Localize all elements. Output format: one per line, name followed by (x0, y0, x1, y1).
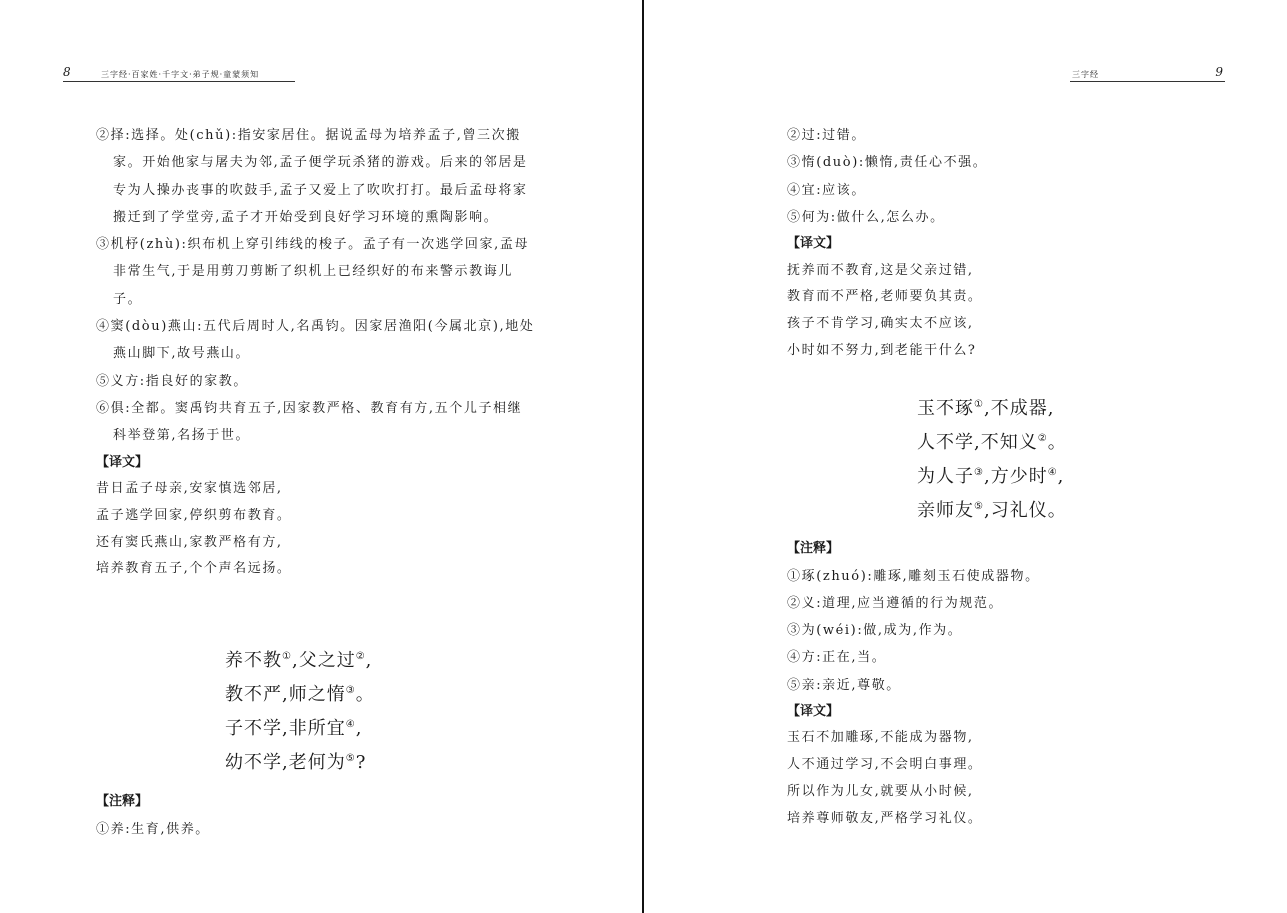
notes-continued (787, 122, 1227, 365)
note-item: ③为(wéi):做,成为,作为。 (787, 623, 963, 639)
page-header (63, 64, 295, 82)
translation-line: 昔日孟子母亲,安家慎选邻居, (96, 481, 283, 497)
translation-heading: 【译文】 (787, 703, 840, 719)
running-title: 三字经 (1072, 70, 1099, 79)
note-item: ①养:生育,供养。 (96, 821, 210, 837)
translation-line: 培养教育五子,个个声名远扬。 (96, 561, 292, 577)
note-item: ④宜:应该。 (787, 182, 866, 198)
note-item: ⑤义方:指良好的家教。 (96, 373, 248, 389)
translation-line: 小时如不努力,到老能干什么? (787, 343, 977, 359)
note-item: ④窦(dòu)燕山:五代后周时人,名禹钧。因家居渔阳(今属北京),地处燕山脚下,故号燕山。 (96, 319, 535, 362)
verse-line: 为人子③,方少时④, (917, 466, 1065, 487)
translation-line: 所以作为儿女,就要从小时候, (787, 784, 974, 800)
translation-line: 教育而不严格,老师要负其责。 (787, 289, 983, 305)
note-item: ③机杼(zhù):织布机上穿引纬线的梭子。孟子有一次逃学回家,孟母非常生气,于是用剪刀剪断了织机上已经织好的布来警示教诲儿子。 (96, 237, 530, 307)
notes-heading: 【注释】 (96, 794, 149, 809)
translation-line: 抚养而不教育,这是父亲过错, (787, 262, 974, 278)
translation-heading: 【译文】 (787, 236, 840, 252)
page-number: 9 (1215, 65, 1223, 79)
notes-continued (96, 122, 536, 583)
running-title: 三字经·百家姓·千字文·弟子规·童蒙须知 (101, 70, 260, 79)
translation-line: 孩子不肯学习,确实太不应该, (787, 316, 974, 332)
translation-line: 人不通过学习,不会明白事理。 (787, 757, 983, 773)
translation-line: 玉石不加雕琢,不能成为器物, (787, 730, 974, 746)
left-page (0, 0, 642, 913)
page-header (1070, 64, 1225, 82)
note-item: ③惰(duò):懒惰,责任心不强。 (787, 155, 988, 171)
note-item: ⑤亲:亲近,尊敬。 (787, 677, 901, 693)
note-item: ②过:过错。 (787, 128, 866, 143)
note-item: ④方:正在,当。 (787, 650, 887, 666)
verse-line: 亲师友⑤,习礼仪。 (917, 500, 1067, 521)
page-number: 8 (63, 65, 71, 79)
classic-verse (917, 390, 1067, 526)
right-page (644, 0, 1287, 913)
verse-line: 幼不学,老何为⑤? (225, 752, 367, 773)
notes-section (787, 536, 1227, 833)
classic-verse (225, 642, 375, 778)
notes-heading: 【注释】 (787, 541, 840, 556)
note-item: ⑤何为:做什么,怎么办。 (787, 209, 945, 225)
verse-line: 教不严,师之惰③。 (225, 684, 375, 705)
translation-heading: 【译文】 (96, 454, 149, 470)
verse-line: 玉不琢①,不成器, (917, 398, 1055, 419)
note-item: ②义:道理,应当遵循的行为规范。 (787, 595, 1004, 611)
note-item: ⑥俱:全都。窦禹钧共育五子,因家教严格、教育有方,五个儿子相继科举登第,名扬于世。 (96, 400, 523, 444)
notes-section (96, 789, 536, 843)
verse-line: 养不教①,父之过②, (225, 650, 373, 671)
note-item: ①琢(zhuó):雕琢,雕刻玉石使成器物。 (787, 568, 1040, 584)
translation-line: 孟子逃学回家,停织剪布教育。 (96, 507, 292, 523)
verse-line: 人不学,不知义②。 (917, 432, 1067, 453)
verse-line: 子不学,非所宜④, (225, 718, 363, 739)
translation-line: 培养尊师敬友,严格学习礼仪。 (787, 810, 983, 826)
note-item: ②择:选择。处(chǔ):指安家居住。据说孟母为培养孟子,曾三次搬家。开始他家与屠夫为邻,孟子便学玩杀猪的游戏。后来的邻居是专为人操办丧事的吹鼓手,孟子又爱上了吹吹打打。最后孟母将家搬迁到了学堂旁,孟子才开始受到良好学习环境的熏陶影响。 (96, 128, 528, 225)
translation-line: 还有窦氏燕山,家教严格有方, (96, 534, 283, 550)
